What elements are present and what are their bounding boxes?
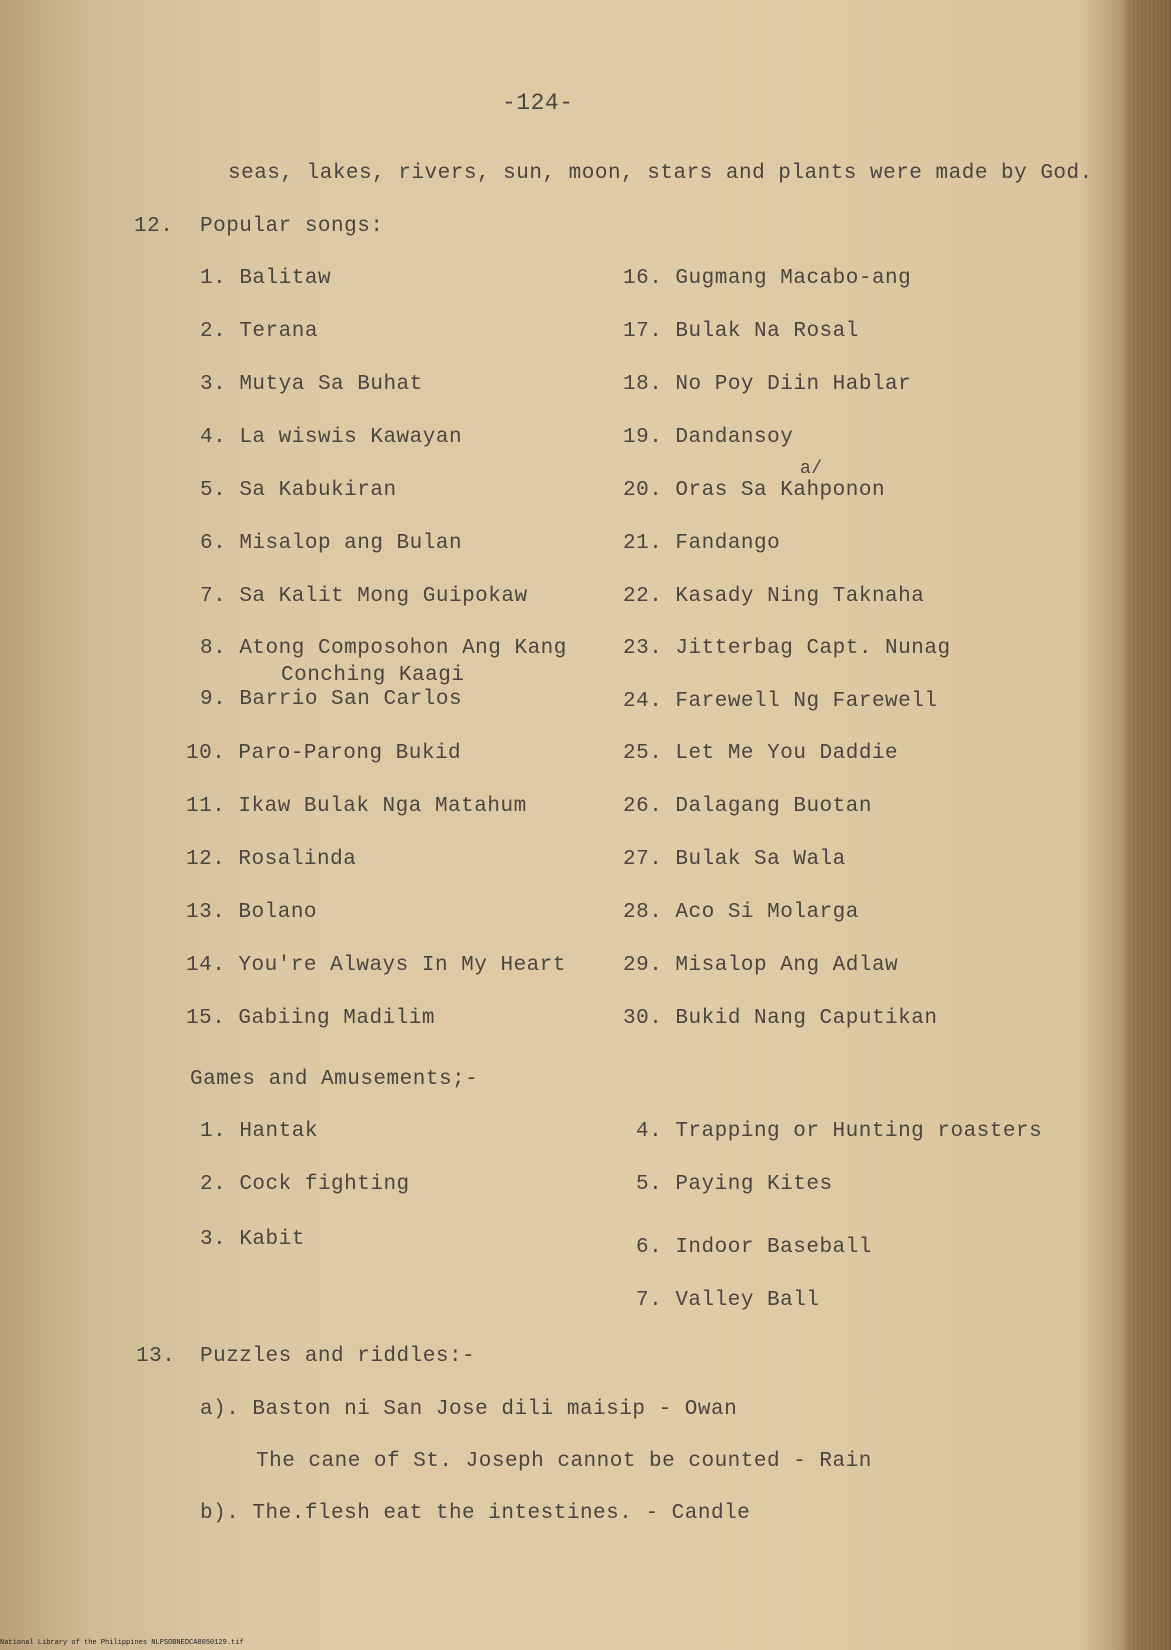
list-item: 27. Bulak Sa Wala [623,848,846,871]
list-item: 4. Trapping or Hunting roasters [636,1120,1043,1143]
section-13-number: 13. [136,1345,176,1368]
riddle-line: The cane of St. Joseph cannot be counted - Rain [256,1450,872,1473]
list-item: 10. Paro-Parong Bukid [186,742,462,765]
list-item: 28. Aco Si Molarga [623,901,859,924]
list-item: 21. Fandango [623,532,781,555]
list-item: 12. Rosalinda [186,848,357,871]
list-item: 4. La wiswis Kawayan [200,426,463,449]
list-item: 1. Hantak [200,1120,318,1143]
list-item: 22. Kasady Ning Taknaha [623,585,925,608]
list-item: 2. Cock fighting [200,1173,410,1196]
list-item-continuation: Conching Kaagi [281,664,465,687]
list-item: 18. No Poy Diin Hablar [623,373,912,396]
list-item: 19. Dandansoy [623,426,794,449]
page-number: -124- [502,90,574,116]
list-item: 5. Sa Kabukiran [200,479,397,502]
riddle-line: b). The.flesh eat the intestines. - Candle [200,1502,751,1525]
list-item: 6. Indoor Baseball [636,1236,872,1259]
list-item: 9. Barrio San Carlos [200,688,463,711]
riddle-line: a). Baston ni San Jose dili maisip - Owan [200,1398,738,1421]
list-item: 17. Bulak Na Rosal [623,320,859,343]
section-12-heading: Popular songs: [200,215,384,238]
list-item: 24. Farewell Ng Farewell [623,690,938,713]
list-item: 2. Terana [200,320,318,343]
handwritten-correction: a/ [800,459,823,479]
list-item: 7. Sa Kalit Mong Guipokaw [200,585,528,608]
list-item: 20. Oras Sa Kahponon [623,479,886,502]
list-item: 3. Kabit [200,1228,305,1251]
list-item: 16. Gugmang Macabo-ang [623,267,912,290]
list-item: 5. Paying Kites [636,1173,833,1196]
list-item: 7. Valley Ball [636,1289,820,1312]
list-item: 30. Bukid Nang Caputikan [623,1007,938,1030]
section-13-heading: Puzzles and riddles:- [200,1345,476,1368]
list-item: 14. You're Always In My Heart [186,954,566,977]
list-item: 26. Dalagang Buotan [623,795,872,818]
list-item: 8. Atong Composohon Ang Kang [200,637,567,660]
list-item: 23. Jitterbag Capt. Nunag [623,637,951,660]
list-item: 1. Balitaw [200,267,332,290]
page-edge [1126,0,1171,1650]
list-item: 29. Misalop Ang Adlaw [623,954,899,977]
scan-footer: National Library of the Philippines NLPSOBNEDCA8050129.tif [0,1639,244,1647]
list-item: 15. Gabiing Madilim [186,1007,435,1030]
games-heading: Games and Amusements;- [190,1068,479,1091]
intro-line: seas, lakes, rivers, sun, moon, stars and plants were made by God. [228,162,1093,185]
list-item: 13. Bolano [186,901,318,924]
list-item: 11. Ikaw Bulak Nga Matahum [186,795,527,818]
list-item: 6. Misalop ang Bulan [200,532,463,555]
list-item: 25. Let Me You Daddie [623,742,899,765]
list-item: 3. Mutya Sa Buhat [200,373,423,396]
section-12-number: 12. [134,215,174,238]
